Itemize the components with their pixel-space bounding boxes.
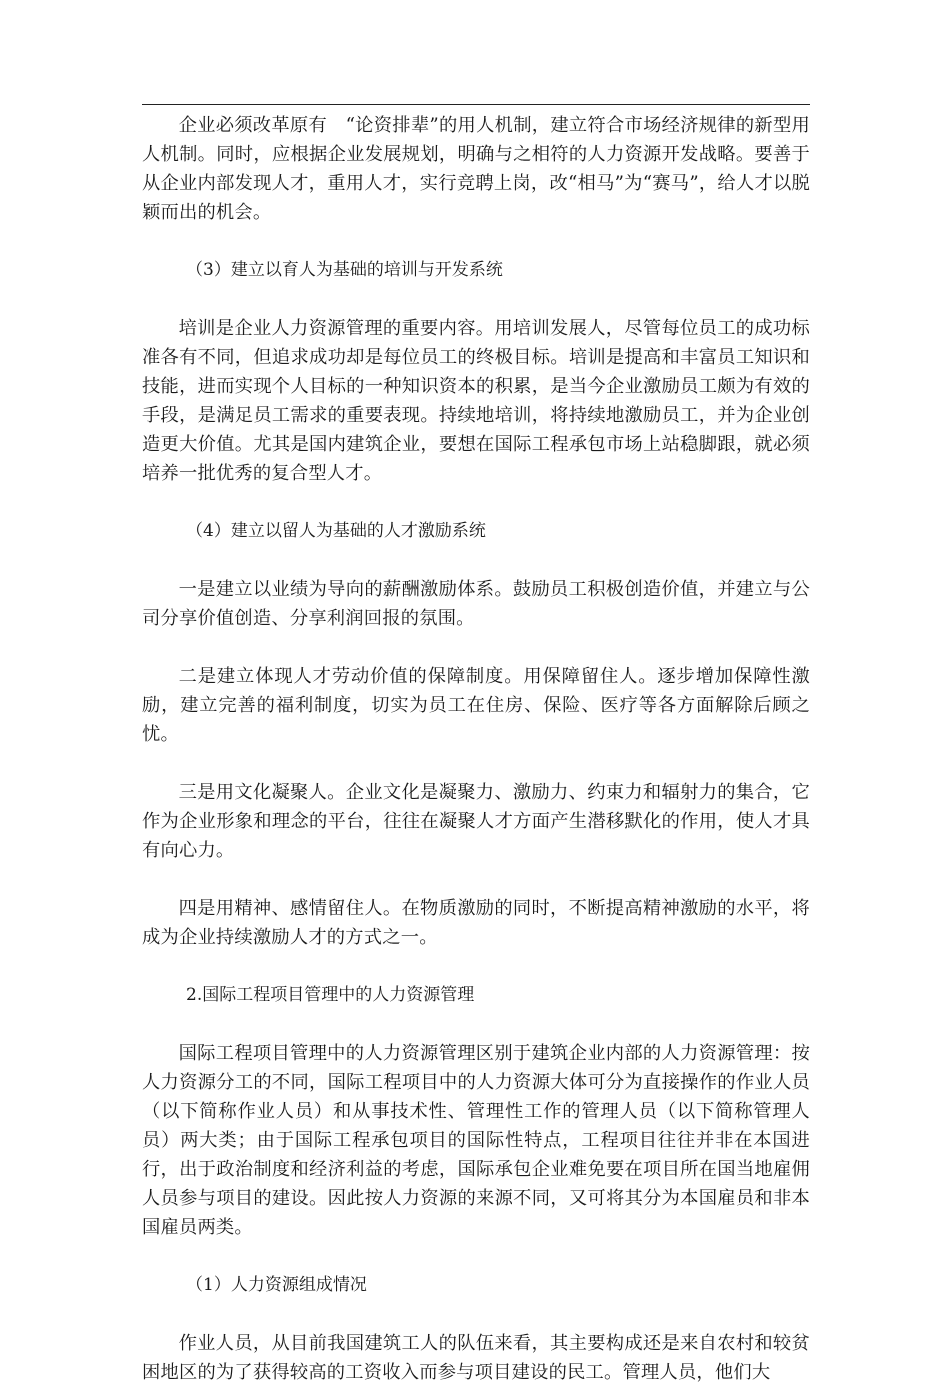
paragraph-international-hr: 国际工程项目管理中的人力资源管理区别于建筑企业内部的人力资源管理：按人力资源分工的不同，国际工程项目中的人力资源大体可分为直接操作的作业人员（以下简称作业人员）和从事技术性、管理性工作的管理人员（以下简称管理人员）两大类；由于国际工程承包项目的国际性特点，工程项目往往并非在本国进行，出于政治制度和经济利益的考虑，国际承包企业难免要在项目所在国当地雇佣人员参与项目的建设。因此按人力资源的来源不同，又可将其分为本国雇员和非本国雇员两类。 [142,1043,810,1238]
paragraph-incentive-one: 一是建立以业绩为导向的薪酬激励体系。鼓励员工积极创造价值，并建立与公司分享价值创造、分享利润回报的氛围。 [142,579,810,629]
paragraph-composition: 作业人员，从目前我国建筑工人的队伍来看，其主要构成还是来自农村和较贫困地区的为了获得较高的工资收入而参与项目建设的民工。管理人员，他们大 [142,1333,810,1383]
section-heading-composition: （1）人力资源组成情况 [186,1275,367,1295]
header-rule [142,104,810,105]
paragraph-incentive-four: 四是用精神、感情留住人。在物质激励的同时，不断提高精神激励的水平，将成为企业持续激励人才的方式之一。 [142,898,810,948]
paragraph-reform-mechanism: 企业必须改革原有 “论资排辈”的用人机制，建立符合市场经济规律的新型用人机制。同时，应根据企业发展规划，明确与之相符的人力资源开发战略。要善于从企业内部发现人才，重用人才，实行竞聘上岗，改“相马”为“赛马”，给人才以脱颖而出的机会。 [142,115,810,223]
paragraph-incentive-two: 二是建立体现人才劳动价值的保障制度。用保障留住人。逐步增加保障性激励，建立完善的福利制度，切实为员工在住房、保险、医疗等各方面解除后顾之忧。 [142,666,810,745]
document-body [142,111,810,1387]
section-heading-training: （3）建立以育人为基础的培训与开发系统 [186,260,503,280]
paragraph-training: 培训是企业人力资源管理的重要内容。用培训发展人，尽管每位员工的成功标准各有不同，但追求成功却是每位员工的终极目标。培训是提高和丰富员工知识和技能，进而实现个人目标的一种知识资本的积累，是当今企业激励员工颇为有效的手段，是满足员工需求的重要表现。持续地培训，将持续地激励员工，并为企业创造更大价值。尤其是国内建筑企业，要想在国际工程承包市场上站稳脚跟，就必须培养一批优秀的复合型人才。 [142,318,810,484]
section-heading-incentive: （4）建立以留人为基础的人才激励系统 [186,521,486,541]
section-heading-international-hr: 2.国际工程项目管理中的人力资源管理 [186,985,475,1005]
paragraph-incentive-three: 三是用文化凝聚人。企业文化是凝聚力、激励力、约束力和辐射力的集合，它作为企业形象和理念的平台，往往在凝聚人才方面产生潜移默化的作用，使人才具有向心力。 [142,782,810,861]
